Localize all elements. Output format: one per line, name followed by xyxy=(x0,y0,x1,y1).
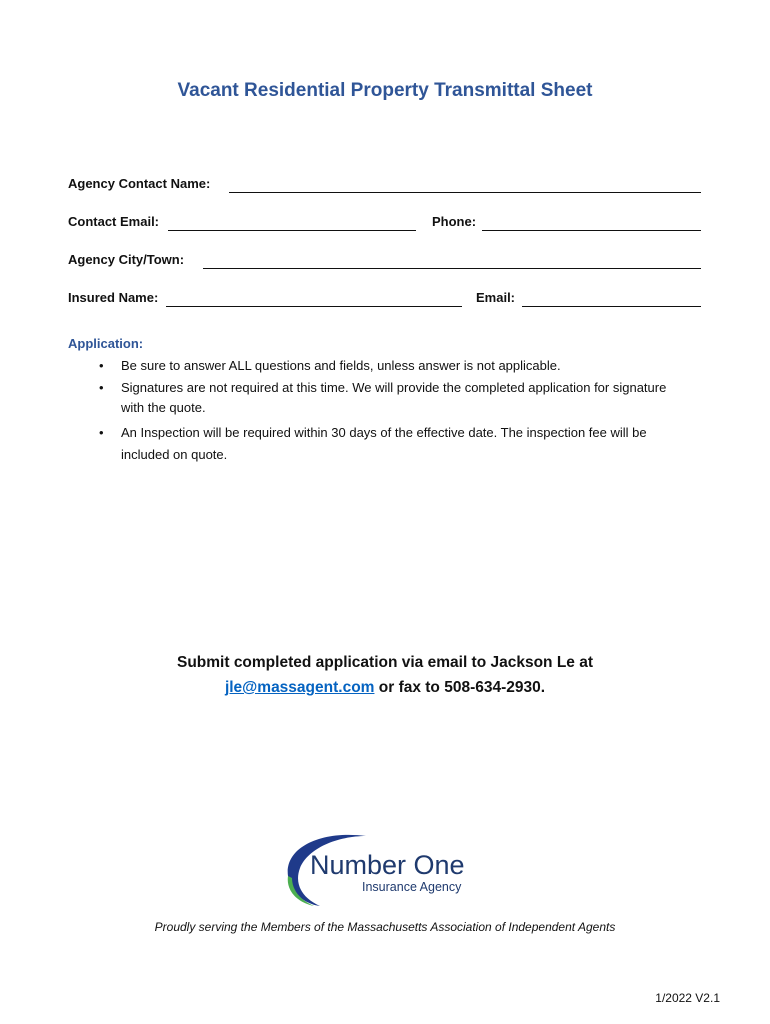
agency-city-town-line[interactable] xyxy=(203,268,701,269)
agency-contact-name-field[interactable] xyxy=(68,176,701,196)
insured-email-line[interactable] xyxy=(522,306,701,307)
contact-email-line[interactable] xyxy=(168,230,416,231)
list-item: • Signatures are not required at this time. We will provide the completed application for signature with the quote. xyxy=(68,378,678,418)
phone-field[interactable] xyxy=(432,214,701,234)
footer-note: Proudly serving the Members of the Massachusetts Association of Independent Agents xyxy=(154,920,616,934)
logo-name: Number One xyxy=(310,850,465,880)
application-heading: Application: xyxy=(68,336,144,351)
page-title: Vacant Residential Property Transmittal Sheet xyxy=(177,80,593,101)
agency-city-row xyxy=(68,252,701,272)
insured-name-line[interactable] xyxy=(166,306,462,307)
agency-contact-name-label: Agency Contact Name: xyxy=(68,176,211,191)
agency-city-town-label: Agency City/Town: xyxy=(68,252,185,267)
insured-name-field[interactable] xyxy=(68,290,462,310)
agency-contact-name-line[interactable] xyxy=(229,192,701,193)
contact-email-field[interactable] xyxy=(68,214,416,234)
submit-line-1: Submit completed application via email to Jackson Le at xyxy=(176,654,594,671)
phone-line[interactable] xyxy=(482,230,701,231)
phone-label: Phone: xyxy=(432,214,477,229)
insured-name-label: Insured Name: xyxy=(68,290,159,305)
submit-instructions xyxy=(0,650,770,700)
number-one-logo xyxy=(280,828,480,908)
contact-email-row xyxy=(68,214,701,234)
list-item: • An Inspection will be required within 30 days of the effective date. The inspection fee will be included on quote. xyxy=(68,422,678,466)
agency-contact-row xyxy=(68,176,701,196)
submit-line-2 xyxy=(0,675,770,700)
insured-email-label: Email: xyxy=(476,290,516,305)
logo-sub: Insurance Agency xyxy=(362,880,462,894)
list-item: • Be sure to answer ALL questions and fields, unless answer is not applicable. xyxy=(68,356,678,376)
submit-email-link[interactable]: jle@massagent.com xyxy=(224,679,375,696)
contact-email-label: Contact Email: xyxy=(68,214,160,229)
application-bullet-list xyxy=(68,356,678,468)
submit-fax-text: or fax to 508-634-2930. xyxy=(374,679,546,696)
insured-name-row xyxy=(68,290,701,310)
logo-swoosh-icon xyxy=(280,828,480,908)
insured-email-field[interactable] xyxy=(476,290,701,310)
agency-city-town-field[interactable] xyxy=(68,252,701,272)
version-label: 1/2022 V2.1 xyxy=(655,991,720,1005)
